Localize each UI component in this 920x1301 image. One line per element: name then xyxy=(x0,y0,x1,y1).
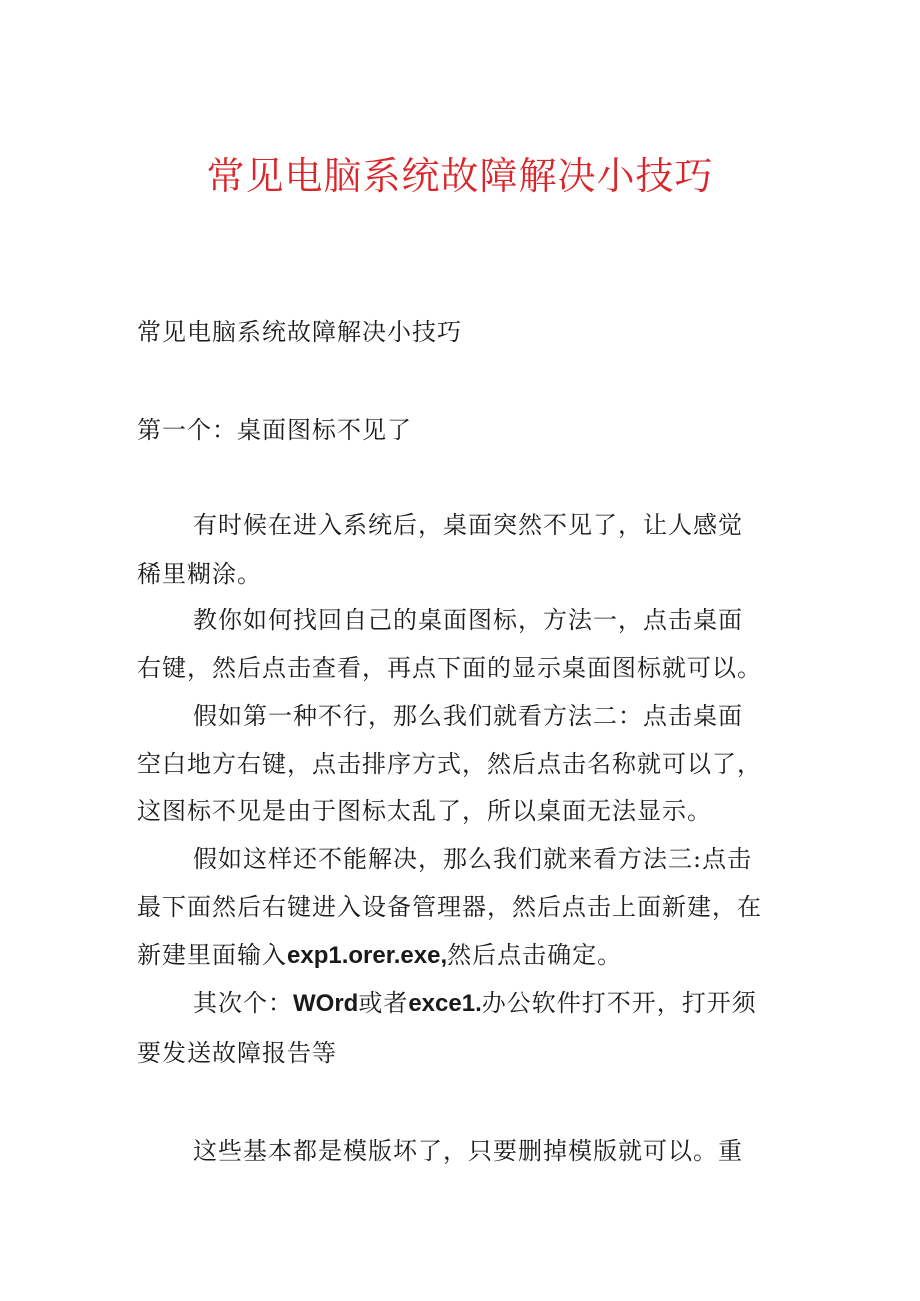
paragraph-line: 假如第一种不行，那么我们就看方法二：点击桌面 xyxy=(193,702,743,730)
paragraph-line: 右键，然后点击查看，再点下面的显示桌面图标就可以。 xyxy=(137,654,762,682)
text-segment: 或者 xyxy=(358,989,409,1017)
section-heading: 第一个：桌面图标不见了 xyxy=(137,416,412,444)
document-title: 常见电脑系统故障解决小技巧 xyxy=(206,154,714,198)
excel-app-name: exce1. xyxy=(408,990,482,1017)
text-segment: 其次个： xyxy=(193,989,293,1017)
paragraph-line xyxy=(137,939,622,972)
document-subtitle: 常见电脑系统故障解决小技巧 xyxy=(137,318,462,346)
paragraph-line: 假如这样还不能解决，那么我们就来看方法三:点击 xyxy=(193,845,753,873)
paragraph-line: 这些基本都是模版坏了，只要删掉模版就可以。重 xyxy=(193,1137,743,1165)
text-segment: 新建里面输入 xyxy=(137,941,287,969)
paragraph-line: 这图标不见是由于图标太乱了，所以桌面无法显示。 xyxy=(137,797,712,825)
command-text: exp1.orer.exe, xyxy=(287,942,448,969)
text-segment: 然后点击确定。 xyxy=(447,941,623,969)
paragraph-line: 空白地方右键，点击排序方式，然后点击名称就可以了， xyxy=(137,750,762,778)
paragraph-line: 教你如何找回自己的桌面图标，方法一，点击桌面 xyxy=(193,606,743,634)
word-app-name: WOrd xyxy=(293,990,359,1017)
paragraph-line: 稀里糊涂。 xyxy=(137,560,262,588)
paragraph-line: 有时候在进入系统后，桌面突然不见了，让人感觉 xyxy=(193,511,743,539)
paragraph-line: 要发送故障报告等 xyxy=(137,1039,337,1067)
paragraph-line: 最下面然后右键进入设备管理器，然后点击上面新建，在 xyxy=(137,893,762,921)
paragraph-line xyxy=(193,987,757,1020)
text-segment: 办公软件打不开，打开须 xyxy=(481,989,757,1017)
